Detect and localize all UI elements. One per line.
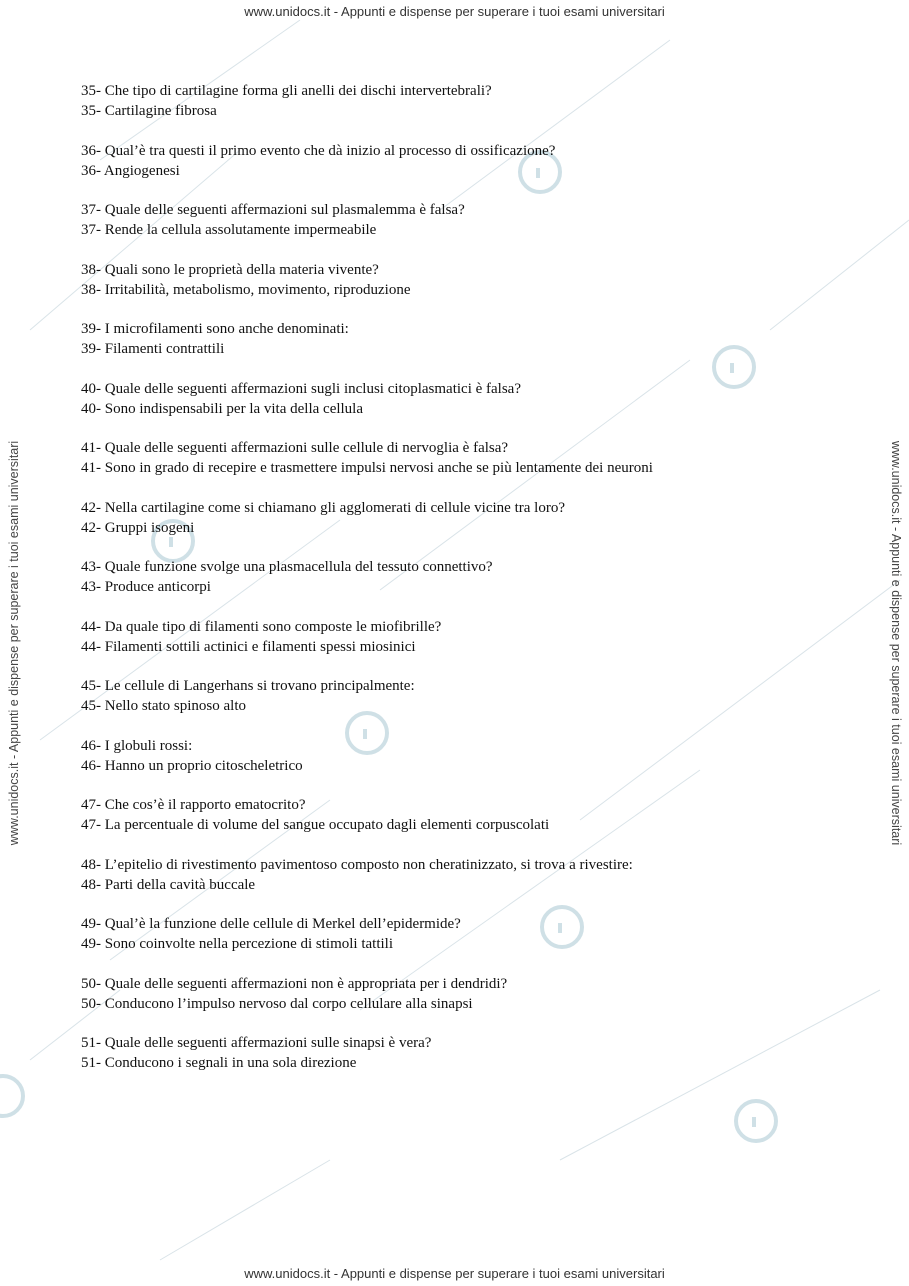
question-text: 39- I microfilamenti sono anche denominati: <box>81 321 349 337</box>
question-text: 38- Quali sono le proprietà della materia vivente? <box>81 261 379 278</box>
qa-item <box>81 676 821 716</box>
qa-item <box>81 855 821 895</box>
answer-text: 49- Sono coinvolte nella percezione di stimoli tattili <box>81 936 394 952</box>
question-text: 36- Qual’è tra questi il primo evento che dà inizio al processo di ossificazione? <box>81 142 556 159</box>
qa-item <box>81 81 821 121</box>
question-text: 44- Da quale tipo di filamenti sono composte le miofibrille? <box>81 618 442 635</box>
qa-item <box>81 438 821 478</box>
page-footer-watermark: www.unidocs.it - Appunti e dispense per superare i tuoi esami universitari <box>244 1266 665 1281</box>
qa-item <box>81 974 821 1014</box>
answer-text: 41- Sono in grado di recepire e trasmettere impulsi nervosi anche se più lentamente dei neuroni <box>81 460 653 476</box>
answer-text: 37- Rende la cellula assolutamente impermeabile <box>81 222 377 238</box>
answer-text: 40- Sono indispensabili per la vita della cellula <box>81 400 364 417</box>
question-text: 50- Quale delle seguenti affermazioni non è appropriata per i dendridi? <box>81 975 508 992</box>
question-text: 49- Qual’è la funzione delle cellule di Merkel dell’epidermide? <box>81 916 461 932</box>
answer-text: 42- Gruppi isogeni <box>81 519 195 536</box>
answer-text: 43- Produce anticorpi <box>81 579 211 595</box>
answer-text: 38- Irritabilità, metabolismo, movimento, riproduzione <box>81 281 411 298</box>
qa-item <box>81 914 821 954</box>
question-text: 40- Quale delle seguenti affermazioni sugli inclusi citoplasmatici è falsa? <box>81 380 521 397</box>
left-side-watermark: www.unidocs.it - Appunti e dispense per superare i tuoi esami universitari <box>7 440 21 846</box>
qa-item <box>81 260 821 300</box>
qa-item <box>81 200 821 240</box>
qa-item <box>81 617 821 657</box>
question-text: 43- Quale funzione svolge una plasmacellula del tessuto connettivo? <box>81 559 493 575</box>
qa-item <box>81 736 821 776</box>
answer-text: 45- Nello stato spinoso alto <box>81 698 246 714</box>
answer-text: 36- Angiogenesi <box>81 162 180 179</box>
qa-item <box>81 141 821 181</box>
question-text: 51- Quale delle seguenti affermazioni sulle sinapsi è vera? <box>81 1035 432 1051</box>
answer-text: 48- Parti della cavità buccale <box>81 876 256 893</box>
question-answer-list <box>81 81 821 1093</box>
question-text: 37- Quale delle seguenti affermazioni sul plasmalemma è falsa? <box>81 202 465 218</box>
answer-text: 50- Conducono l’impulso nervoso dal corpo cellulare alla sinapsi <box>81 995 473 1012</box>
page-header-watermark: www.unidocs.it - Appunti e dispense per superare i tuoi esami universitari <box>244 4 665 19</box>
answer-text: 46- Hanno un proprio citoscheletrico <box>81 757 303 774</box>
answer-text: 47- La percentuale di volume del sangue occupato dagli elementi corpuscolati <box>81 817 550 833</box>
question-text: 47- Che cos’è il rapporto ematocrito? <box>81 797 306 813</box>
question-text: 45- Le cellule di Langerhans si trovano principalmente: <box>81 678 415 694</box>
qa-item <box>81 319 821 359</box>
qa-item <box>81 795 821 835</box>
qa-item <box>81 498 821 538</box>
question-text: 41- Quale delle seguenti affermazioni sulle cellule di nervoglia è falsa? <box>81 440 509 456</box>
qa-item <box>81 1033 821 1073</box>
question-text: 46- I globuli rossi: <box>81 737 193 754</box>
question-text: 42- Nella cartilagine come si chiamano gli agglomerati di cellule vicine tra loro? <box>81 499 565 516</box>
answer-text: 44- Filamenti sottili actinici e filamenti spessi miosinici <box>81 638 416 655</box>
qa-item <box>81 379 821 419</box>
answer-text: 39- Filamenti contrattili <box>81 341 225 357</box>
right-side-watermark: www.unidocs.it - Appunti e dispense per superare i tuoi esami universitari <box>889 440 903 846</box>
question-text: 48- L’epitelio di rivestimento pavimentoso composto non cheratinizzato, si trova a rivestire: <box>81 856 633 873</box>
qa-item <box>81 557 821 597</box>
answer-text: 35- Cartilagine fibrosa <box>81 103 217 119</box>
answer-text: 51- Conducono i segnali in una sola direzione <box>81 1055 357 1071</box>
question-text: 35- Che tipo di cartilagine forma gli anelli dei dischi intervertebrali? <box>81 83 492 99</box>
